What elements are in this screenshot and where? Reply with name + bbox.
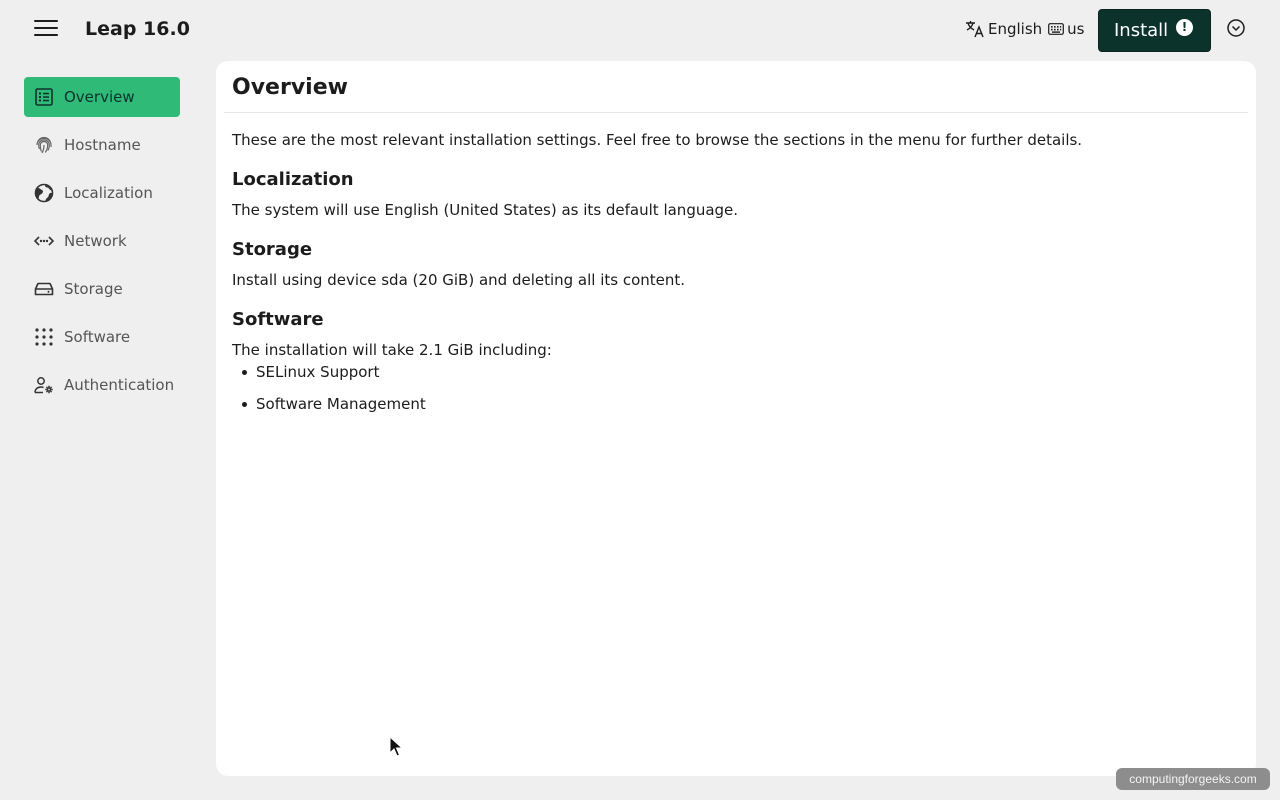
apps-grid-icon bbox=[34, 327, 54, 347]
sidebar-item-software[interactable] bbox=[24, 317, 180, 357]
sidebar-nav bbox=[24, 77, 180, 413]
top-bar bbox=[0, 0, 1280, 60]
sidebar-item-label: Software bbox=[64, 328, 131, 346]
sidebar-item-label: Hostname bbox=[64, 136, 141, 154]
keyboard-layout-label: us bbox=[1067, 20, 1085, 38]
globe-icon bbox=[34, 183, 54, 203]
sidebar-item-label: Network bbox=[64, 232, 127, 250]
list-item: Software Management bbox=[232, 395, 1232, 413]
sidebar-item-label: Authentication bbox=[64, 376, 175, 394]
language-label: English bbox=[988, 20, 1043, 38]
sidebar-item-label: Storage bbox=[64, 280, 123, 298]
intro-text: These are the most relevant installation settings. Feel free to browse the sections in the menu for further details. bbox=[232, 131, 1083, 149]
menu-toggle-icon[interactable] bbox=[34, 20, 58, 40]
watermark: computingforgeeks.com bbox=[1116, 768, 1270, 790]
sidebar-item-overview[interactable] bbox=[24, 77, 180, 117]
install-button[interactable] bbox=[1098, 9, 1211, 52]
title-divider bbox=[224, 112, 1248, 113]
user-settings-icon bbox=[34, 375, 54, 395]
sidebar-item-authentication[interactable] bbox=[24, 365, 180, 405]
chevron-down-circle-icon[interactable] bbox=[1226, 18, 1246, 38]
code-network-icon bbox=[34, 231, 54, 251]
localization-heading: Localization bbox=[232, 169, 354, 190]
software-summary: The installation will take 2.1 GiB including: bbox=[232, 341, 552, 359]
software-heading: Software bbox=[232, 309, 324, 330]
sidebar-item-storage[interactable] bbox=[24, 269, 180, 309]
page-title: Overview bbox=[232, 75, 348, 100]
software-pattern-list bbox=[232, 363, 1232, 413]
sidebar-item-label: Overview bbox=[64, 88, 135, 106]
hard-drive-icon bbox=[34, 279, 54, 299]
list-item: SELinux Support bbox=[232, 363, 1232, 381]
translate-icon bbox=[965, 20, 985, 38]
sidebar-item-network[interactable] bbox=[24, 221, 180, 261]
install-button-label: Install bbox=[1114, 20, 1169, 41]
language-keyboard-selector[interactable] bbox=[965, 18, 1085, 40]
keyboard-icon bbox=[1048, 23, 1064, 35]
overview-panel bbox=[216, 61, 1256, 776]
storage-heading: Storage bbox=[232, 239, 313, 260]
app-title: Leap 16.0 bbox=[85, 18, 190, 40]
sidebar-item-localization[interactable] bbox=[24, 173, 180, 213]
overview-content bbox=[232, 131, 1232, 427]
mouse-cursor-icon bbox=[389, 736, 402, 758]
list-alt-icon bbox=[34, 87, 54, 107]
localization-summary: The system will use English (United States) as its default language. bbox=[232, 201, 739, 219]
fingerprint-icon bbox=[34, 135, 54, 155]
sidebar-item-label: Localization bbox=[64, 184, 153, 202]
sidebar-item-hostname[interactable] bbox=[24, 125, 180, 165]
storage-summary: Install using device sda (20 GiB) and deleting all its content. bbox=[232, 271, 686, 289]
warning-badge-icon: ! bbox=[1176, 19, 1193, 36]
